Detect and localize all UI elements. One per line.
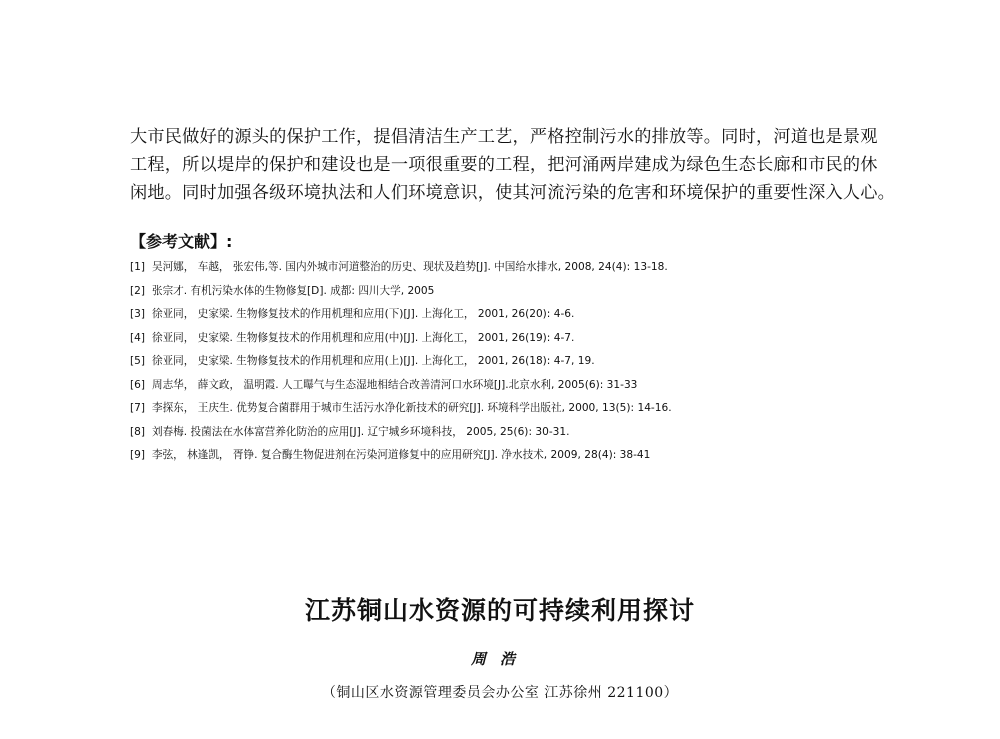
reference-item — [130, 397, 890, 421]
author-affiliation: （铜山区水资源管理委员会办公室 江苏徐州 221100） — [321, 685, 679, 701]
article-author: 周浩 — [470, 650, 529, 668]
paragraph-line: 大市民做好的源头的保护工作，提倡清洁生产工艺，严格控制污水的排放等。同时，河道也是景观 — [130, 127, 878, 147]
reference-item — [130, 350, 890, 374]
reference-list — [130, 256, 890, 468]
reference-text: 张宗才. 有机污染水体的生物修复[D]. 成都: 四川大学, 2005 — [152, 284, 435, 297]
paragraph-line: 闲地。同时加强各级环境执法和人们环境意识，使其河流污染的危害和环境保护的重要性深入人心。 — [130, 183, 896, 203]
reference-number: [1] — [130, 261, 146, 273]
paragraph-line: 工程，所以堤岸的保护和建设也是一项很重要的工程，把河涌两岸建成为绿色生态长廊和市民的休 — [130, 155, 878, 175]
references-heading: 【参考文献】: — [130, 232, 233, 251]
reference-number: [8] — [130, 425, 146, 438]
article-title: 江苏铜山水资源的可持续利用探讨 — [304, 596, 695, 625]
reference-number: [9] — [130, 449, 146, 461]
reference-number: [6] — [130, 378, 146, 391]
reference-number: [5] — [130, 355, 146, 367]
reference-text: 徐亚同， 史家梁. 生物修复技术的作用机理和应用(中)[J]. 上海化工， 2001, 26(19): 4-7. — [152, 331, 575, 344]
reference-text: 徐亚同， 史家梁. 生物修复技术的作用机理和应用(下)[J]. 上海化工， 2001, 26(20): 4-6. — [152, 308, 575, 320]
reference-item — [130, 280, 890, 304]
body-paragraph — [130, 123, 896, 207]
reference-item — [130, 327, 890, 351]
reference-item — [130, 421, 890, 445]
reference-number: [2] — [130, 284, 146, 297]
reference-item — [130, 303, 890, 327]
reference-number: [7] — [130, 402, 146, 414]
reference-item — [130, 374, 890, 398]
reference-number: [3] — [130, 308, 146, 320]
reference-text: 周志华， 薛文政， 温明霞. 人工曝气与生态湿地相结合改善清河口水环境[J].北京水利, 2005(6): 31-33 — [152, 378, 638, 391]
reference-text: 吴河娜， 车越， 张宏伟,等. 国内外城市河道整治的历史、现状及趋势[J]. 中国给水排水, 2008, 24(4): 13-18. — [152, 261, 668, 273]
reference-text: 刘春梅. 投菌法在水体富营养化防治的应用[J]. 辽宁城乡环境科技， 2005, 25(6): 30-31. — [152, 425, 570, 438]
reference-text: 李探东， 王庆生. 优势复合菌群用于城市生活污水净化新技术的研究[J]. 环境科学出版社, 2000, 13(5): 14-16. — [152, 402, 672, 414]
reference-item — [130, 444, 890, 468]
reference-text: 李弦， 林逢凯， 胥铮. 复合酶生物促进剂在污染河道修复中的应用研究[J]. 净水技术, 2009, 28(4): 38-41 — [152, 449, 651, 461]
reference-number: [4] — [130, 331, 146, 344]
reference-item — [130, 256, 890, 280]
reference-text: 徐亚同， 史家梁. 生物修复技术的作用机理和应用(上)[J]. 上海化工， 2001, 26(18): 4-7, 19. — [152, 355, 595, 367]
